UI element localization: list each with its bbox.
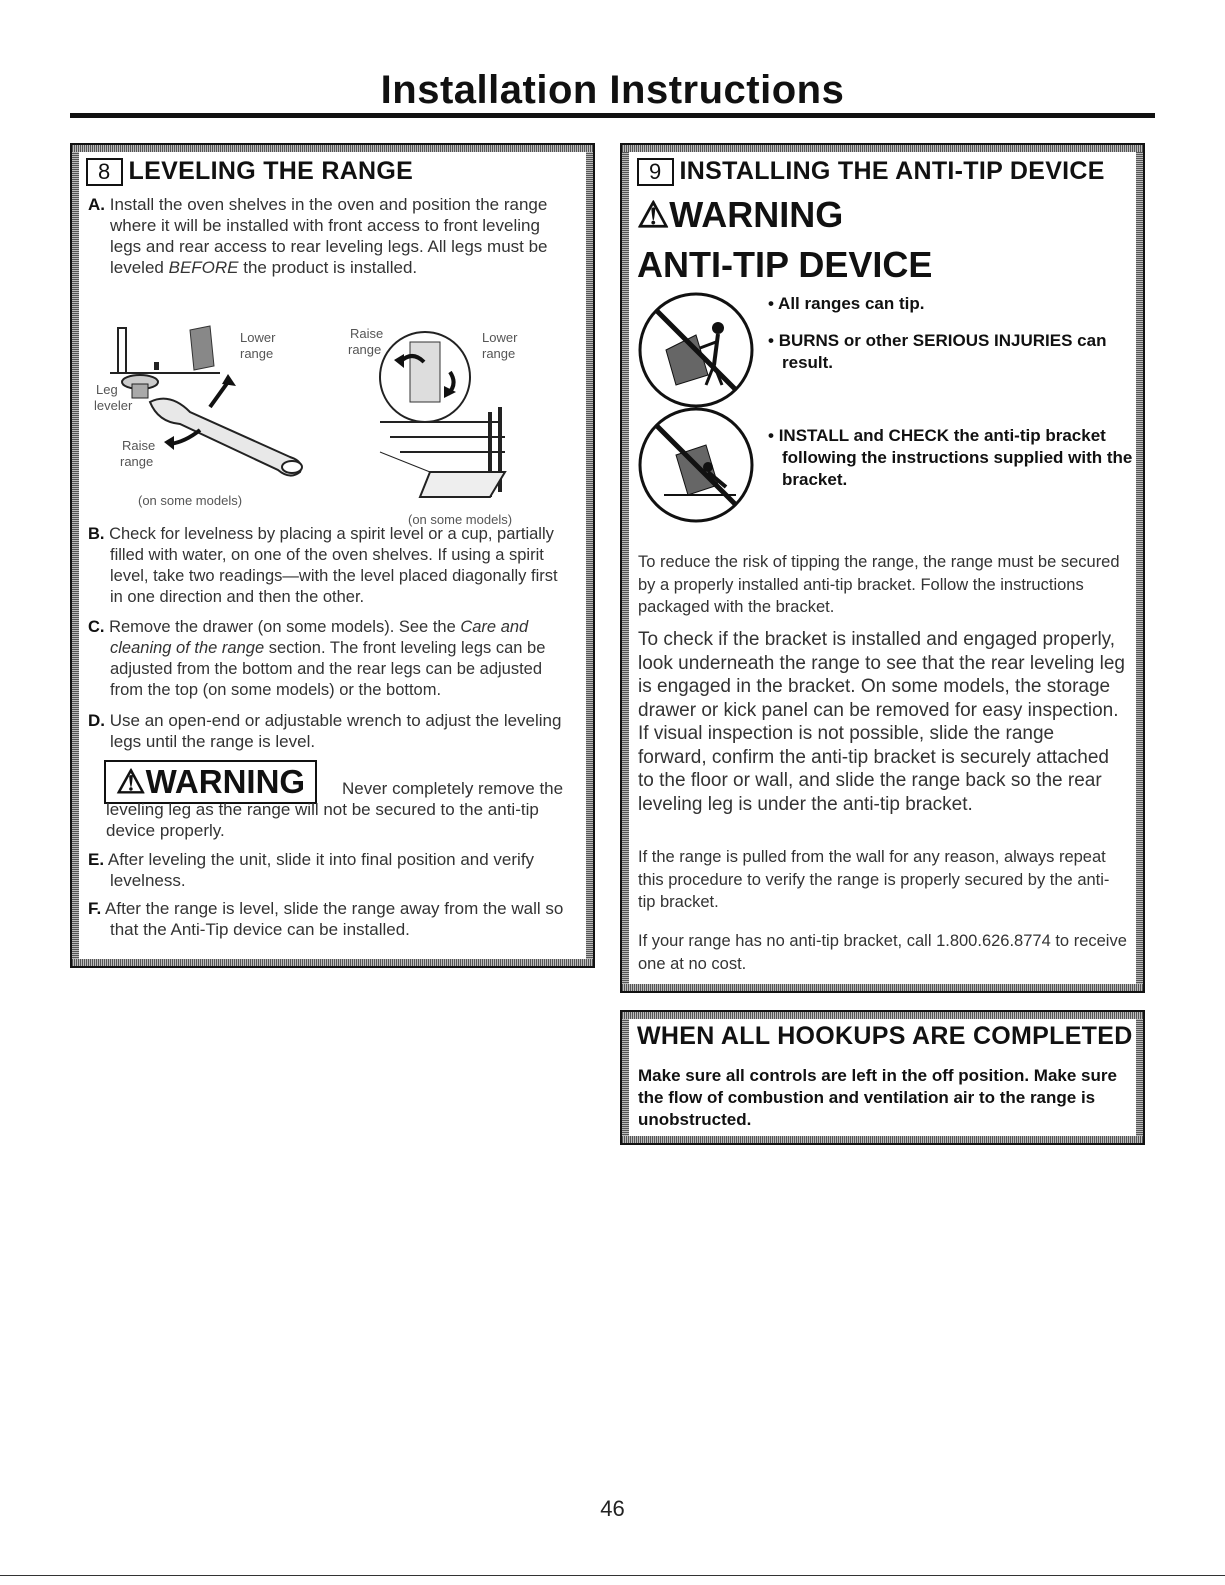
page-title: Installation Instructions — [380, 68, 845, 112]
warning-triangle-icon: ⚠ — [116, 763, 146, 800]
antitip-warning-title: ⚠WARNING — [637, 194, 844, 235]
antitip-bullet-3: • INSTALL and CHECK the anti-tip bracket following the instructions supplied with the bracket. — [768, 426, 1133, 489]
antitip-paragraph-1: To reduce the risk of tipping the range, the range must be secured by a properly installed anti-tip bracket. Follow the instructions packaged with the bracket. — [638, 553, 1120, 616]
antitip-bullet-1: • All ranges can tip. — [768, 294, 925, 313]
tipping-range-prohibited-icon — [636, 290, 756, 410]
bottom-rule — [0, 1575, 1225, 1576]
figure-left-caption: (on some models) — [138, 493, 243, 508]
leveling-warning-text: Never completely remove the leveling leg as the range will not be secured to the anti-tip device properly. — [106, 779, 564, 840]
leveling-step-a: A. Install the oven shelves in the oven and position the range where it will be installed with front access to front leveling legs and rear access to rear leveling legs. All legs must be leveled BEFORE the product is installed. — [88, 195, 548, 277]
antitip-paragraph-4: If your range has no anti-tip bracket, call 1.800.626.8774 to receive one at no cost. — [638, 932, 1127, 973]
child-climbing-prohibited-icon — [636, 405, 756, 525]
leveling-warning-badge: ⚠WARNING — [104, 760, 317, 804]
warning-triangle-icon: ⚠ — [637, 194, 670, 235]
antitip-device-title: ANTI-TIP DEVICE — [637, 244, 933, 285]
leveling-heading: 8 LEVELING THE RANGE — [86, 157, 413, 186]
step-number-8: 8 — [86, 158, 123, 186]
figure-right-caption: (on some models) — [408, 512, 513, 527]
leveling-step-f: F. After the range is level, slide the range away from the wall so that the Anti-Tip device can be installed. — [88, 899, 564, 939]
antitip-paragraph-3: If the range is pulled from the wall for any reason, always repeat this procedure to verify the range is properly secured by the anti-tip bracket. — [638, 848, 1110, 911]
antitip-heading: 9 INSTALLING THE ANTI-TIP DEVICE — [637, 157, 1105, 186]
hookups-heading: WHEN ALL HOOKUPS ARE COMPLETED — [637, 1022, 1133, 1050]
leveling-step-c: C. Remove the drawer (on some models). See the Care and cleaning of the range section. The front leveling legs can be adjusted from the bottom and the rear legs can be adjusted from the top (on some models) or the bottom. — [88, 618, 546, 699]
page-number: 46 — [600, 1496, 625, 1521]
title-rule — [70, 113, 1155, 118]
leveling-step-e: E. After leveling the unit, slide it into final position and verify levelness. — [88, 850, 535, 890]
antitip-paragraph-2: To check if the bracket is installed and engaged properly, look underneath the range to see that the rear leveling leg is engaged in the bracket. On some models, the storage drawer or kick panel can be removed for easy inspection. If visual inspection is not possible, slide the range forward, confirm the anti-tip bracket is securely attached to the floor or wall, and slide the range back so the rear leveling leg is under the anti-tip bracket. — [638, 629, 1125, 815]
leg-leveler-wrench-illustration — [110, 322, 330, 502]
leveling-step-b: B. Check for levelness by placing a spirit level or a cup, partially filled with water, on one of the oven shelves. If using a spirit level, take two readings—with the level placed diagonally first in one direction and then the other. — [88, 525, 558, 606]
hookups-text: Make sure all controls are left in the off position. Make sure the flow of combustion and ventilation air to the range is unobstructed. — [638, 1066, 1117, 1129]
leveling-step-d: D. Use an open-end or adjustable wrench to adjust the leveling legs until the range is level. — [88, 711, 562, 751]
step-number-9: 9 — [637, 158, 674, 186]
antitip-bullet-2: • BURNS or other SERIOUS INJURIES can result. — [768, 331, 1107, 372]
